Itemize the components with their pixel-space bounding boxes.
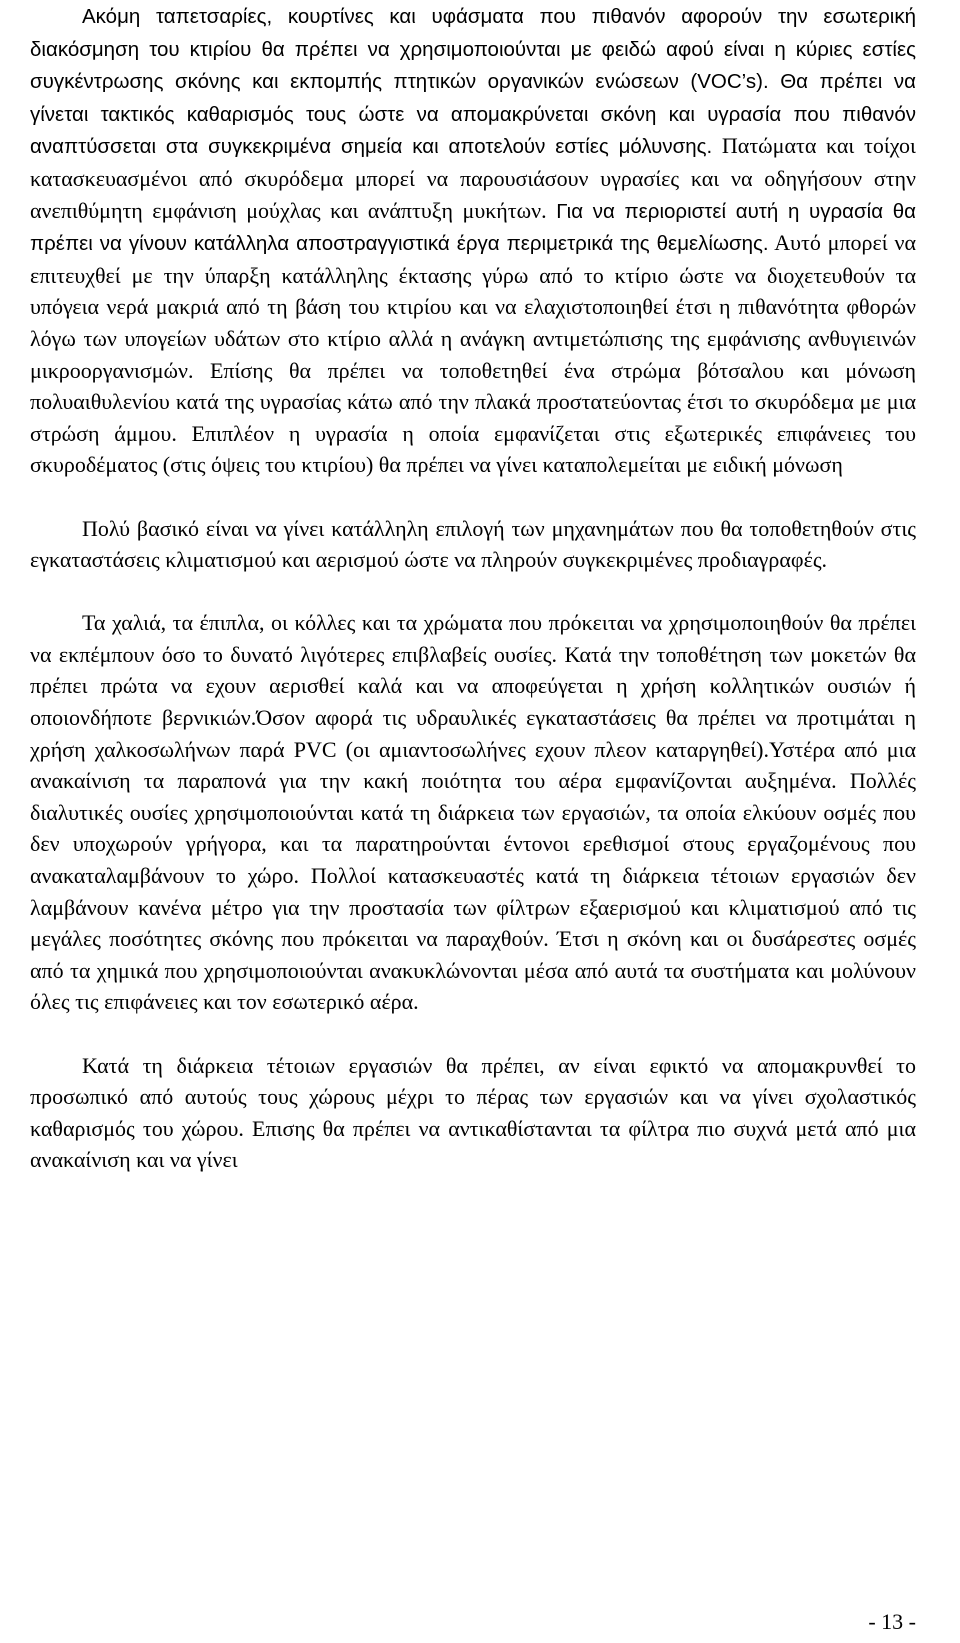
paragraph-text-segment: Για να περιοριστεί αυτή η υγρασία θα πρέπει να γίνουν κατάλληλα αποστραγγιστικά έργα περιμετρικά της θεμελίωσης. — [30, 199, 916, 256]
paragraph-dampness — [30, 0, 916, 481]
page-number: - 13 - — [868, 1609, 916, 1634]
paragraph-renovation — [30, 1050, 916, 1176]
paragraph-materials — [30, 607, 916, 1018]
paragraph-text-segment: Κατά τη διάρκεια τέτοιων εργασιών θα πρέπει, αν είναι εφικτό να απομακρυνθεί το προσωπικό από αυτούς τους χώρους μέχρι το πέρας των εργασιών και να γίνει σχολαστικός καθαρισμός του χώρου. Επισης θα πρέπει να αντικαθίστανται τα φίλτρα πιο συχνά μετά από μια ανακαίνιση και να γίνει — [30, 1052, 916, 1173]
paragraph-text-segment: Πολύ βασικό είναι να γίνει κατάλληλη επιλογή των μηχανημάτων που θα τοποθετηθούν στις εγκαταστάσεις κλιματισμού και αερισμού ώστε να πληρούν συγκεκριμένες προδιαγραφές. — [30, 515, 916, 573]
paragraph-text-segment: Ακόμη ταπετσαρίες, κουρτίνες και υφάσματα που πιθανόν αφορούν την εσωτερική διακόσμηση του κτιρίου θα πρέπει να χρησιμοποιούνται με φειδώ αφού είναι η κύριες εστίες συγκέντρωσης σκόνης και εκπομπής πτητικών οργανικών ενώσεων (VOC’s). Θα πρέπει να γίνεται τακτικός καθαρισμός τους ώστε να απομακρύνεται σκόνη και υγρασία που πιθανόν αναπτύσσεται στα συγκεκριμένα σημεία και αποτελούν εστίες μόλυνσης. — [30, 5, 916, 159]
paragraph-gap — [30, 1018, 916, 1050]
paragraph-text-segment: Αυτό μπορεί να επιτευχθεί με την ύπαρξη κατάλληλης έκτασης γύρω από το κτίριο ώστε να διοχετευθούν τα υπόγεια νερά μακριά από τη βάση του κτιρίου και να ελαχιστοποιηθεί έτσι η πιθανότητα φθορών λόγω των υπογείων υδάτων στο κτίριο αλλά η ανάγκη αντιμετώπισης της εμφάνισης ανθυγιεινών μικροοργανισμών. Επίσης θα πρέπει να τοποθετηθεί ένα στρώμα βότσαλου και μόνωση πολυαιθυλενίου κατά της υγρασίας κάτω από την πλακά προστατεύοντας έτσι το σκυρόδεμα με μια στρώση άμμου. Επιπλέον η υγρασία η οποία εμφανίζεται στις εξωτερικές επιφάνειες του σκυροδέματος (στις όψεις του κτιρίου) θα πρέπει να γίνει καταπολεμείται με ειδική μόνωση — [30, 230, 916, 478]
paragraph-gap — [30, 576, 916, 608]
paragraph-text-segment: Πατώματα και τοίχοι κατασκευασμένοι από σκυρόδεμα μπορεί να παρουσιάσουν υγρασίες και να οδηγήσουν στην ανεπιθύμητη εμφάνιση μούχλας και ανάπτυξη μυκήτων. — [30, 133, 916, 223]
paragraph-gap — [30, 481, 916, 513]
document-page — [30, 0, 916, 1176]
paragraph-text-segment: Τα χαλιά, τα έπιπλα, οι κόλλες και τα χρώματα που πρόκειται να χρησιμοποιηθούν θα πρέπει να εκπέμπουν όσο το δυνατό λιγότερες επιβλαβείς ουσίες. Κατά την τοποθέτηση των μοκετών θα πρέπει πρώτα να εχουν αερισθεί καλά και να αποφεύγεται η χρήση κολλητικών ουσιών ή οποιονδήποτε βερνικιών.Όσον αφορά τις υδραυλικές εγκαταστάσεις θα πρέπει να προτιμάται η χρήση χαλκοσωλήνων παρά PVC (οι αμιαντοσωλήνες εχουν πλεον καταργηθεί).Υστέρα από μια ανακαίνιση τα παραπονά για την κακή ποιότητα του αέρα εμφανίζονται αυξημένα. Πολλές διαλυτικές ουσίες χρησιμοποιούνται κατά τη διάρκεια των εργασιών, τα οποία ελκύουν οσμές που δεν υποχωρούν γρήγορα, και τα παρατηρούνται έντονοι ερεθισμοί στους εργαζομένους που ανακαταλαμβάνουν το χώρο. Πολλοί κατασκευαστές κατά τη διάρκεια τέτοιων εργασιών δεν λαμβάνουν κανένα μέτρο για την προστασία των φίλτρων εξαερισμού και κλιματισμού από τις μεγάλες ποσότητες σκόνης που πρόκειται να παραχθούν. Έτσι η σκόνη και οι δυσάρεστες οσμές από τα χημικά που χρησιμοποιούνται ανακυκλώνονται μέσα από αυτά τα συστήματα και μολύνουν όλες τις επιφάνειες και τον εσωτερικό αέρα. — [30, 610, 916, 1015]
paragraph-hvac — [30, 513, 916, 576]
